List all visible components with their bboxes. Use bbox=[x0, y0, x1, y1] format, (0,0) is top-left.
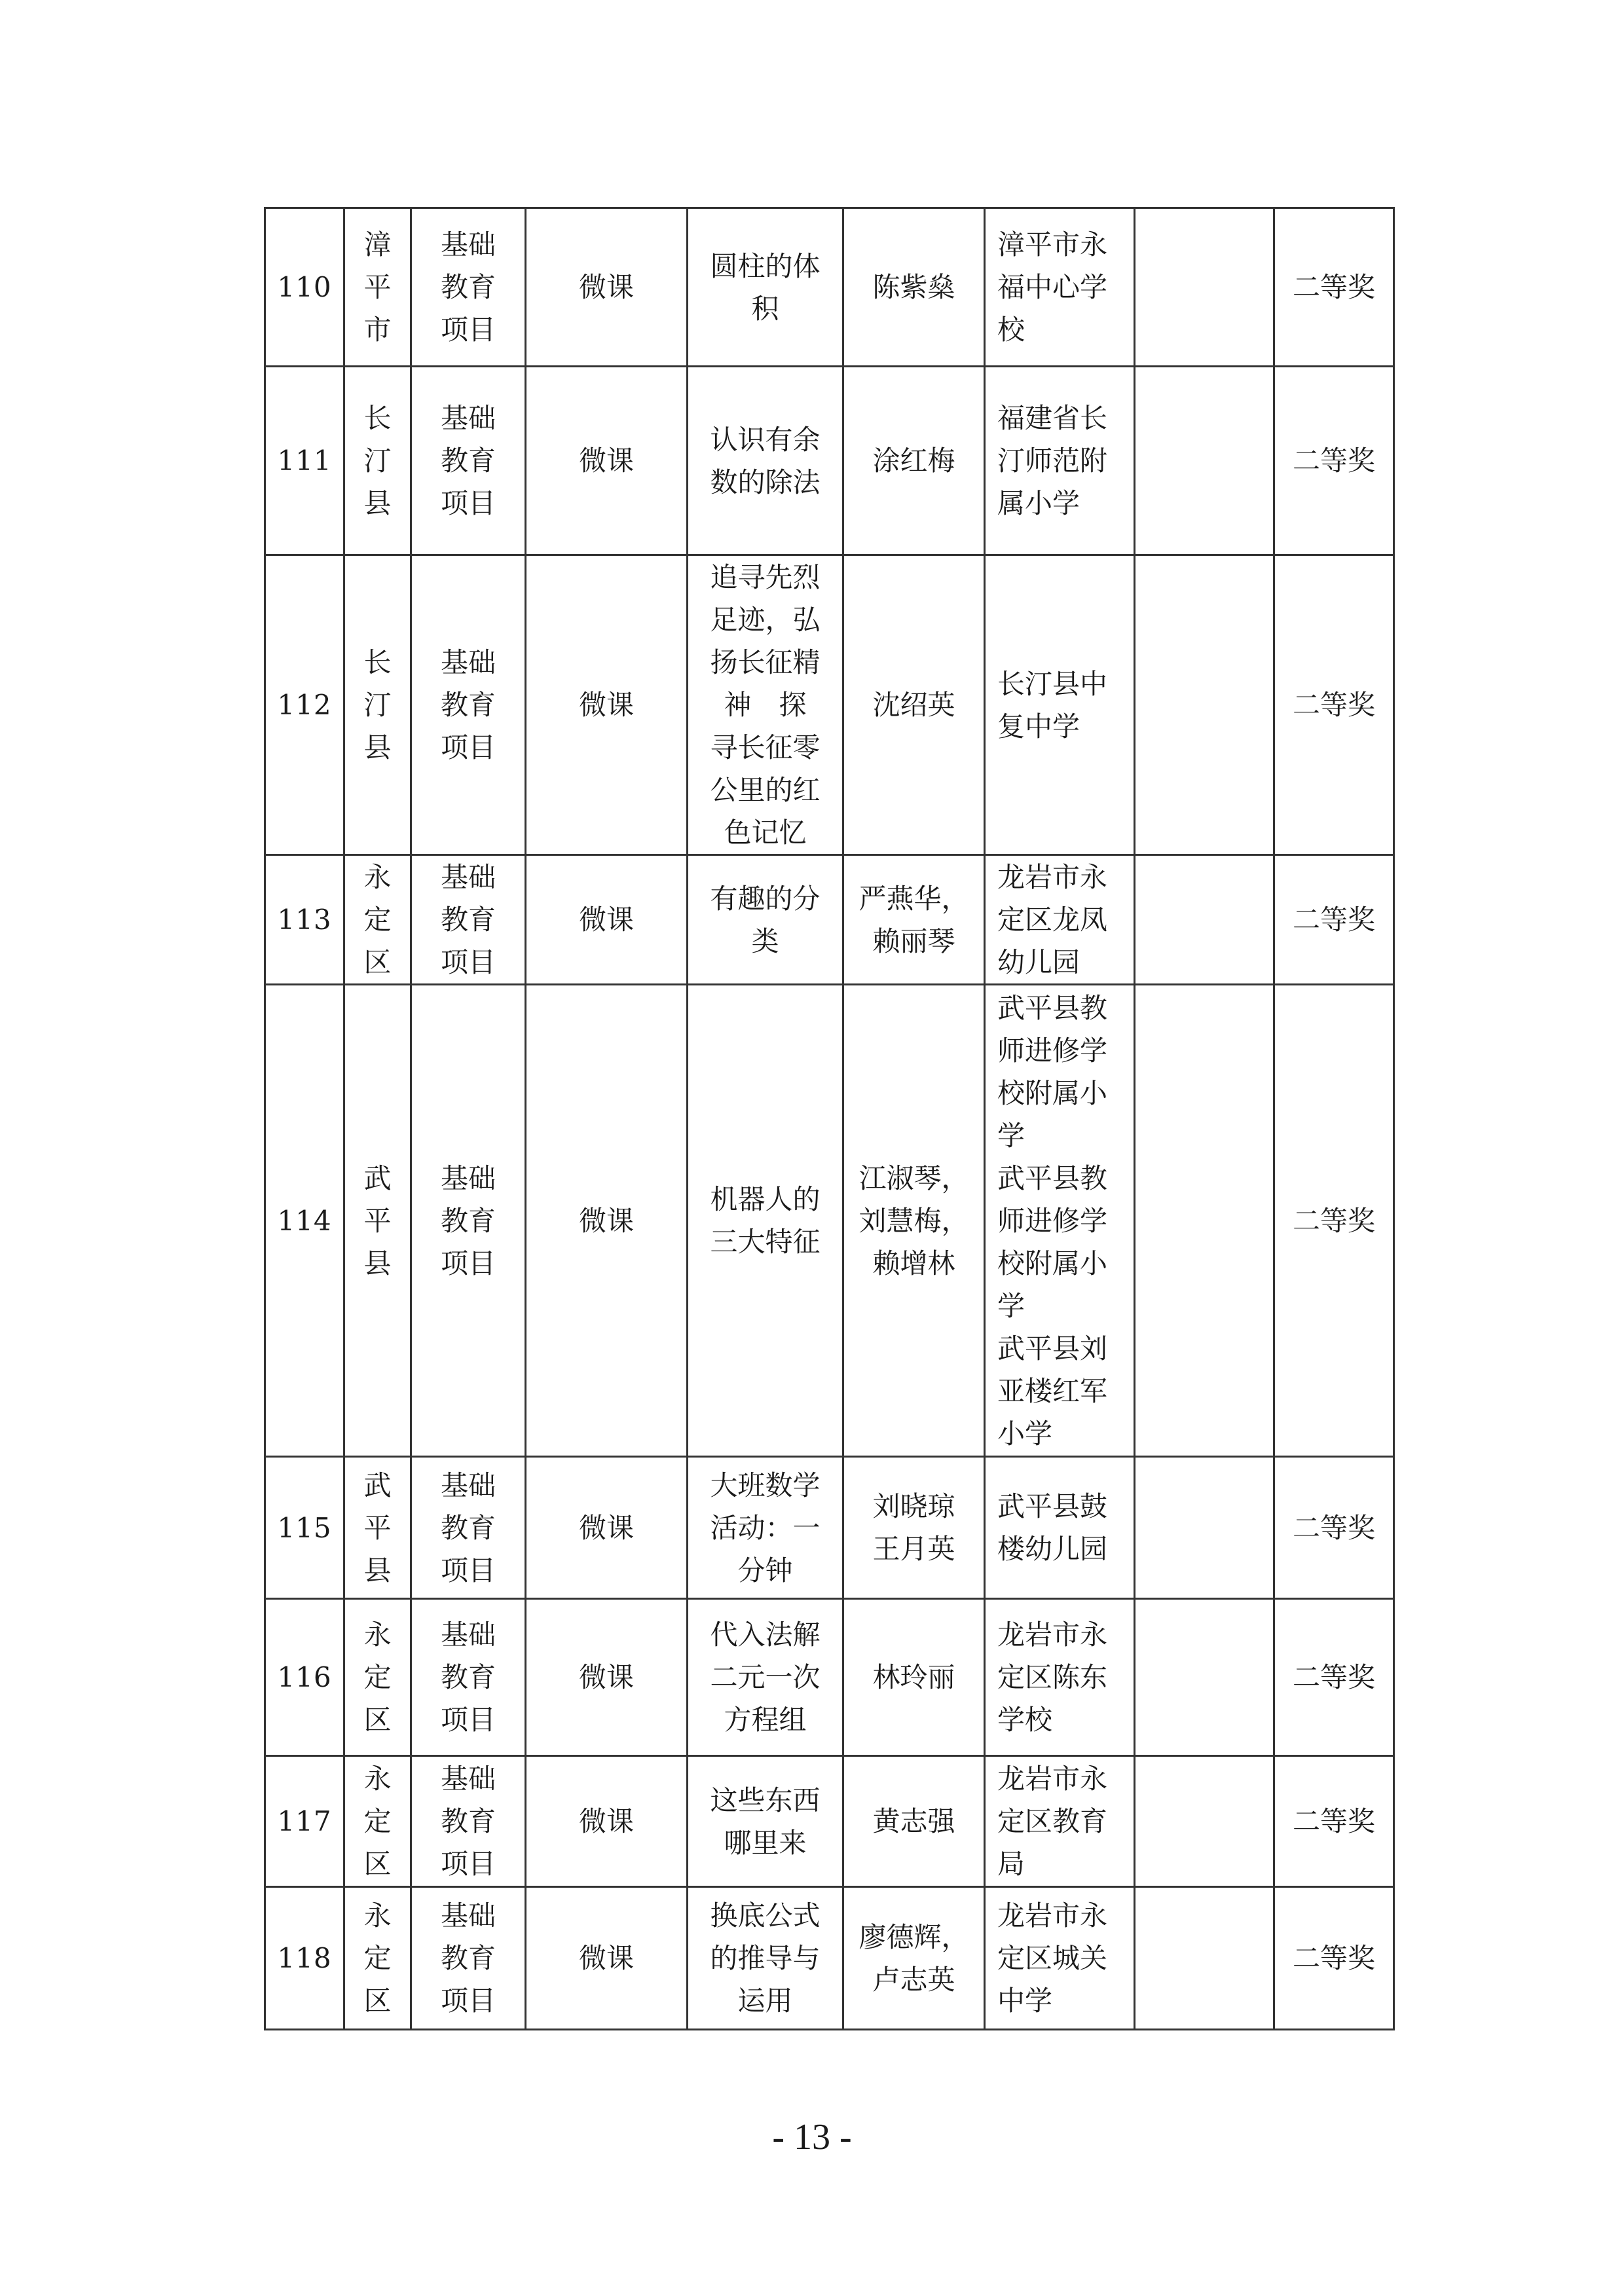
unit-line: 漳平市永 bbox=[997, 229, 1108, 261]
authors-line: 赖丽琴 bbox=[872, 925, 955, 957]
type-cell: 微课 bbox=[526, 555, 688, 855]
unit-line: 幼儿园 bbox=[997, 946, 1080, 978]
unit-line: 长汀县中 bbox=[997, 667, 1108, 700]
unit-line: 龙岩市永 bbox=[997, 1619, 1108, 1651]
authors-line: 陈紫燊 bbox=[872, 271, 955, 303]
title-cell bbox=[688, 1887, 843, 2030]
authors-line: 王月英 bbox=[872, 1533, 955, 1565]
page-number: - 13 - bbox=[772, 2117, 852, 2157]
authors-line: 严燕华， bbox=[858, 882, 969, 915]
table-row bbox=[265, 1887, 1394, 2030]
row-number-cell: 116 bbox=[265, 1599, 344, 1756]
title-line: 类 bbox=[751, 925, 779, 957]
authors-line: 刘晓琼 bbox=[872, 1490, 955, 1522]
row-number-cell: 111 bbox=[265, 367, 344, 555]
extra-cell bbox=[1135, 855, 1274, 985]
category-cell bbox=[411, 985, 526, 1457]
table-row bbox=[265, 855, 1394, 985]
area-text: 漳平市 bbox=[363, 229, 392, 346]
area-text: 长汀县 bbox=[363, 646, 392, 763]
row-number-cell: 115 bbox=[265, 1457, 344, 1599]
area-text: 长汀县 bbox=[363, 402, 392, 519]
table-row bbox=[265, 1756, 1394, 1887]
title-line: 神 探 bbox=[724, 689, 807, 721]
title-cell bbox=[688, 1457, 843, 1599]
authors-line: 黄志强 bbox=[872, 1805, 955, 1837]
unit-line: 武平县教 bbox=[997, 1162, 1108, 1194]
award-cell: 二等奖 bbox=[1274, 1599, 1394, 1756]
unit-cell bbox=[985, 1756, 1135, 1887]
unit-line: 武平县刘 bbox=[997, 1332, 1108, 1365]
authors-line: 廖德辉， bbox=[858, 1920, 969, 1953]
title-line: 数的除法 bbox=[710, 466, 821, 498]
unit-line: 校附属小 bbox=[997, 1076, 1108, 1109]
category-text: 基础教育项目 bbox=[440, 861, 496, 978]
title-line: 圆柱的体 bbox=[710, 249, 821, 282]
unit-line: 学 bbox=[997, 1119, 1025, 1152]
title-cell bbox=[688, 555, 843, 855]
row-number-cell: 118 bbox=[265, 1887, 344, 2030]
title-line: 积 bbox=[751, 292, 779, 325]
category-text: 基础教育项目 bbox=[440, 646, 496, 763]
unit-line: 学 bbox=[997, 1289, 1025, 1322]
title-line: 公里的红 bbox=[710, 774, 821, 806]
area-cell bbox=[344, 367, 411, 555]
area-text: 武平县 bbox=[363, 1469, 392, 1587]
table-row bbox=[265, 1457, 1394, 1599]
category-text: 基础教育项目 bbox=[440, 1900, 496, 2017]
area-cell bbox=[344, 1756, 411, 1887]
area-cell bbox=[344, 555, 411, 855]
area-cell bbox=[344, 985, 411, 1457]
area-text: 永定区 bbox=[363, 861, 392, 978]
authors-line: 江淑琴， bbox=[858, 1162, 969, 1194]
area-text: 武平县 bbox=[363, 1162, 392, 1279]
table-row bbox=[265, 555, 1394, 855]
title-line: 分钟 bbox=[737, 1554, 793, 1587]
title-line: 扬长征精 bbox=[710, 646, 821, 678]
title-line: 哪里来 bbox=[724, 1826, 807, 1859]
award-cell: 二等奖 bbox=[1274, 985, 1394, 1457]
unit-line: 亚楼红军 bbox=[997, 1374, 1108, 1407]
category-cell bbox=[411, 208, 526, 367]
table-row bbox=[265, 1599, 1394, 1756]
title-line: 追寻先烈 bbox=[710, 561, 821, 593]
area-text: 永定区 bbox=[363, 1763, 392, 1880]
table-row bbox=[265, 208, 1394, 367]
category-cell bbox=[411, 1599, 526, 1756]
award-cell: 二等奖 bbox=[1274, 367, 1394, 555]
area-cell bbox=[344, 1599, 411, 1756]
category-cell bbox=[411, 855, 526, 985]
table-row bbox=[265, 985, 1394, 1457]
extra-cell bbox=[1135, 1457, 1274, 1599]
row-number-cell: 112 bbox=[265, 555, 344, 855]
row-number-cell: 110 bbox=[265, 208, 344, 367]
category-text: 基础教育项目 bbox=[440, 402, 496, 519]
title-line: 的推导与 bbox=[710, 1942, 821, 1974]
unit-cell bbox=[985, 367, 1135, 555]
unit-cell bbox=[985, 1887, 1135, 2030]
title-cell bbox=[688, 1599, 843, 1756]
authors-line: 涂红梅 bbox=[872, 445, 955, 477]
title-cell bbox=[688, 985, 843, 1457]
unit-line: 龙岩市永 bbox=[997, 861, 1108, 893]
unit-line: 小学 bbox=[997, 1417, 1053, 1450]
title-line: 这些东西 bbox=[710, 1784, 821, 1816]
authors-cell bbox=[843, 1599, 985, 1756]
category-text: 基础教育项目 bbox=[440, 1619, 496, 1736]
unit-line: 师进修学 bbox=[997, 1204, 1108, 1237]
table-row bbox=[265, 367, 1394, 555]
authors-cell bbox=[843, 555, 985, 855]
title-line: 机器人的 bbox=[710, 1183, 821, 1215]
extra-cell bbox=[1135, 1599, 1274, 1756]
authors-cell bbox=[843, 1457, 985, 1599]
area-cell bbox=[344, 855, 411, 985]
extra-cell bbox=[1135, 985, 1274, 1457]
title-cell bbox=[688, 1756, 843, 1887]
type-cell: 微课 bbox=[526, 1457, 688, 1599]
area-cell bbox=[344, 1457, 411, 1599]
extra-cell bbox=[1135, 1887, 1274, 2030]
title-line: 足迹，弘 bbox=[710, 604, 821, 636]
title-line: 活动：一 bbox=[710, 1511, 821, 1544]
title-cell bbox=[688, 855, 843, 985]
category-cell bbox=[411, 1756, 526, 1887]
authors-cell bbox=[843, 208, 985, 367]
unit-line: 定区城关 bbox=[997, 1942, 1108, 1974]
extra-cell bbox=[1135, 1756, 1274, 1887]
category-cell bbox=[411, 367, 526, 555]
unit-line: 复中学 bbox=[997, 710, 1080, 743]
unit-line: 福中心学 bbox=[997, 271, 1108, 303]
award-cell: 二等奖 bbox=[1274, 1887, 1394, 2030]
unit-line: 定区龙凤 bbox=[997, 904, 1108, 936]
row-number-cell: 117 bbox=[265, 1756, 344, 1887]
category-text: 基础教育项目 bbox=[440, 1162, 496, 1279]
authors-line: 卢志英 bbox=[872, 1963, 955, 1996]
award-cell: 二等奖 bbox=[1274, 1457, 1394, 1599]
authors-cell bbox=[843, 367, 985, 555]
area-text: 永定区 bbox=[363, 1619, 392, 1736]
authors-line: 沈绍英 bbox=[872, 689, 955, 721]
type-cell: 微课 bbox=[526, 208, 688, 367]
title-cell bbox=[688, 208, 843, 367]
type-cell: 微课 bbox=[526, 1599, 688, 1756]
table-body bbox=[265, 208, 1394, 2030]
unit-line: 楼幼儿园 bbox=[997, 1533, 1108, 1565]
award-cell: 二等奖 bbox=[1274, 208, 1394, 367]
title-line: 方程组 bbox=[724, 1704, 807, 1736]
unit-line: 定区陈东 bbox=[997, 1661, 1108, 1693]
award-table bbox=[264, 207, 1395, 2030]
unit-cell bbox=[985, 208, 1135, 367]
title-line: 寻长征零 bbox=[710, 731, 821, 763]
unit-cell bbox=[985, 555, 1135, 855]
unit-cell bbox=[985, 1599, 1135, 1756]
type-cell: 微课 bbox=[526, 855, 688, 985]
extra-cell bbox=[1135, 208, 1274, 367]
authors-line: 赖增林 bbox=[872, 1247, 955, 1279]
area-cell bbox=[344, 208, 411, 367]
unit-line: 龙岩市永 bbox=[997, 1763, 1108, 1795]
category-text: 基础教育项目 bbox=[440, 1469, 496, 1587]
type-cell: 微课 bbox=[526, 1756, 688, 1887]
authors-cell bbox=[843, 985, 985, 1457]
unit-line: 师进修学 bbox=[997, 1034, 1108, 1067]
title-cell bbox=[688, 367, 843, 555]
title-line: 代入法解 bbox=[710, 1619, 821, 1651]
row-number-cell: 114 bbox=[265, 985, 344, 1457]
category-cell bbox=[411, 555, 526, 855]
unit-line: 汀师范附 bbox=[997, 445, 1108, 477]
authors-cell bbox=[843, 855, 985, 985]
unit-line: 中学 bbox=[997, 1985, 1053, 2017]
title-line: 有趣的分 bbox=[710, 882, 821, 915]
unit-line: 龙岩市永 bbox=[997, 1900, 1108, 1932]
title-line: 三大特征 bbox=[710, 1226, 821, 1258]
title-line: 运用 bbox=[737, 1985, 793, 2017]
area-text: 永定区 bbox=[363, 1900, 392, 2017]
category-text: 基础教育项目 bbox=[440, 1763, 496, 1880]
unit-cell bbox=[985, 985, 1135, 1457]
unit-cell bbox=[985, 1457, 1135, 1599]
row-number-cell: 113 bbox=[265, 855, 344, 985]
type-cell: 微课 bbox=[526, 1887, 688, 2030]
type-cell: 微课 bbox=[526, 367, 688, 555]
type-cell: 微课 bbox=[526, 985, 688, 1457]
unit-line: 武平县鼓 bbox=[997, 1490, 1108, 1522]
unit-cell bbox=[985, 855, 1135, 985]
authors-line: 刘慧梅， bbox=[858, 1204, 969, 1237]
category-text: 基础教育项目 bbox=[440, 229, 496, 346]
authors-cell bbox=[843, 1887, 985, 2030]
authors-cell bbox=[843, 1756, 985, 1887]
unit-line: 武平县教 bbox=[997, 991, 1108, 1024]
award-cell: 二等奖 bbox=[1274, 555, 1394, 855]
title-line: 换底公式 bbox=[710, 1900, 821, 1932]
unit-line: 局 bbox=[997, 1848, 1025, 1880]
category-cell bbox=[411, 1887, 526, 2030]
title-line: 色记忆 bbox=[724, 817, 807, 849]
title-line: 大班数学 bbox=[710, 1469, 821, 1501]
title-line: 认识有余 bbox=[710, 423, 821, 456]
award-cell: 二等奖 bbox=[1274, 1756, 1394, 1887]
title-line: 二元一次 bbox=[710, 1661, 821, 1693]
area-cell bbox=[344, 1887, 411, 2030]
category-cell bbox=[411, 1457, 526, 1599]
unit-line: 定区教育 bbox=[997, 1805, 1108, 1837]
unit-line: 福建省长 bbox=[997, 402, 1108, 434]
unit-line: 属小学 bbox=[997, 487, 1080, 519]
extra-cell bbox=[1135, 555, 1274, 855]
unit-line: 校附属小 bbox=[997, 1247, 1108, 1279]
authors-line: 林玲丽 bbox=[872, 1661, 955, 1693]
unit-line: 校 bbox=[997, 314, 1025, 346]
unit-line: 学校 bbox=[997, 1704, 1053, 1736]
award-cell: 二等奖 bbox=[1274, 855, 1394, 985]
extra-cell bbox=[1135, 367, 1274, 555]
